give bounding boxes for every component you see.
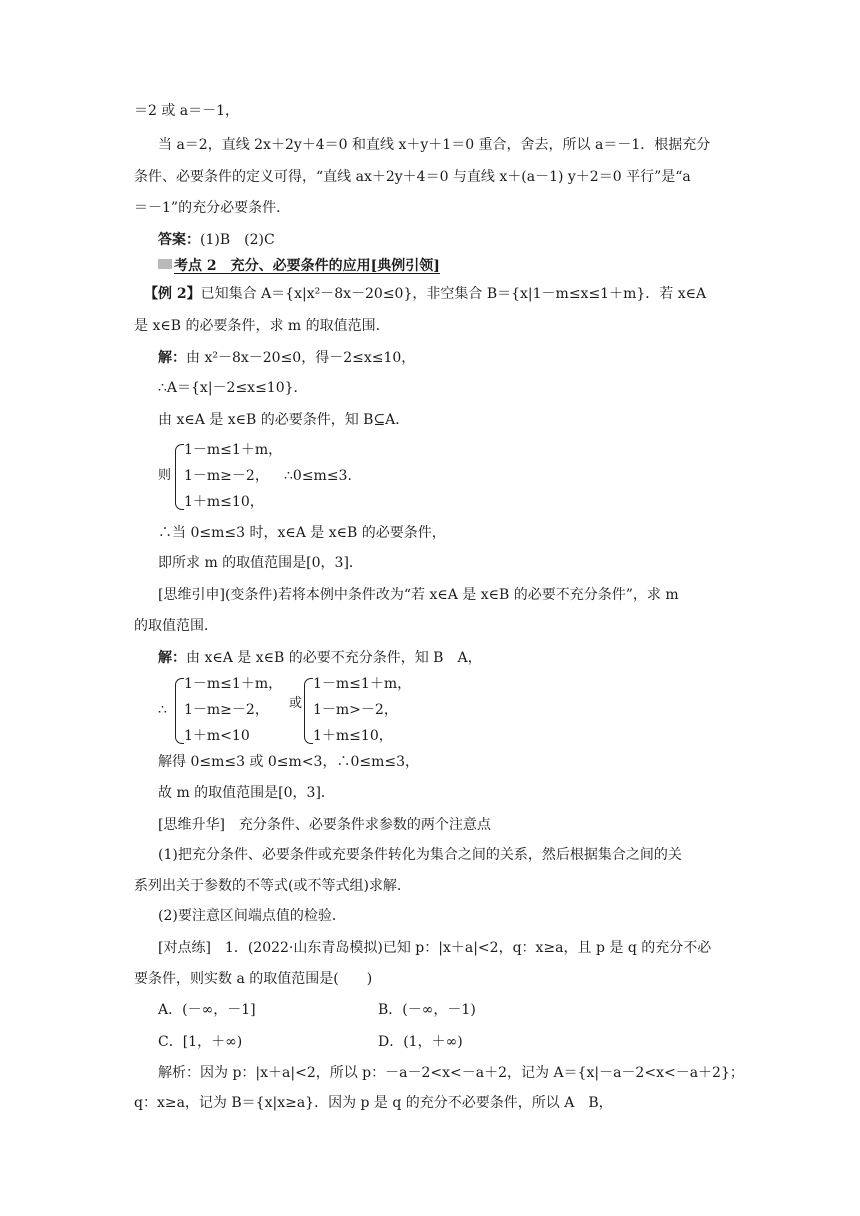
solution-label: 解：: [158, 650, 186, 666]
solution-label: 解：: [158, 350, 186, 366]
text-line: 解得 0≤m≤3 或 0≤m<3，∴0≤m≤3，: [158, 754, 420, 770]
practice-label: [对点练]: [158, 940, 211, 956]
text-line: ∴A＝{x|－2≤x≤10}．: [158, 380, 308, 396]
text-line: 由 x∈A 是 x∈B 的必要条件，知 B⊆A．: [158, 412, 410, 428]
text-line: ＝－1”的充分必要条件．: [134, 200, 291, 216]
text-line: q：x≥a，记为 B＝{x|x≥a}．因为 p 是 q 的充分不必要条件，所以 A B，: [134, 1095, 613, 1111]
text-line: 系列出关于参数的不等式(或不等式组)求解．: [134, 878, 411, 894]
extension-line: [思维引申](变条件)若将本例中条件改为“若 x∈A 是 x∈B 的必要不充分条件”，求 m: [158, 587, 679, 603]
section-marker-icon: [158, 259, 172, 269]
text-line: ＝2 或 a＝－1，: [134, 103, 240, 119]
text-line: 要条件，则实数 a 的取值范围是( ): [134, 971, 373, 987]
summary-heading: [思维升华] 充分条件、必要条件求参数的两个注意点: [158, 817, 491, 833]
example-label: 【例 2】: [144, 286, 201, 302]
text-line: 是 x∈B 的必要条件，求 m 的取值范围．: [134, 318, 390, 334]
option-a: A．(－∞，－1]: [158, 1002, 256, 1018]
example-line: 【例 2】已知集合 A＝{x|x²－8x－20≤0}，非空集合 B＝{x|1－m≤x≤1＋m}．若 x∈A: [144, 286, 707, 302]
answer-line: [158, 230, 275, 250]
text-line: (2)要注意区间端点值的检验．: [158, 908, 346, 924]
analysis-line: 解析：因为 p：|x＋a|<2，所以 p：－a－2<x<－a＋2，记为 A＝{x|－a－2<x<－a＋2}；: [158, 1065, 744, 1081]
summary-label: [思维升华]: [158, 817, 225, 833]
inequality-system: ∴ 1－m≤1＋m， 1－m≥－2， 1＋m<10 或 1－m≤1＋m， 1－m>－2， 1＋m≤10，: [158, 676, 412, 744]
section-heading: 考点 2 充分、必要条件的应用[典例引领]: [158, 256, 440, 276]
option-d: D．(1，＋∞): [378, 1034, 463, 1050]
solution-line: 解：由 x²－8x－20≤0，得－2≤x≤10，: [158, 350, 416, 366]
extension-label: [思维引申]: [158, 587, 225, 603]
text-line: 的取值范围．: [134, 618, 218, 634]
answer-value: (1)B (2)C: [200, 232, 275, 248]
option-c: C．[1，＋∞): [158, 1034, 243, 1050]
text-line: ∴当 0≤m≤3 时，x∈A 是 x∈B 的必要条件，: [158, 525, 446, 541]
analysis-label: 解析：: [158, 1065, 200, 1081]
text-line: (1)把充分条件、必要条件或充要条件转化为集合之间的关系，然后根据集合之间的关: [158, 847, 682, 863]
text-line: 当 a＝2，直线 2x＋2y＋4＝0 和直线 x＋y＋1＝0 重合，舍去，所以 a＝－1．根据充分: [158, 137, 711, 153]
text-line: 条件、必要条件的定义可得，“直线 ax＋2y＋4＝0 与直线 x＋(a－1) y＋2＝0 平行”是“a: [134, 169, 691, 185]
option-b: B．(－∞，－1): [378, 1002, 476, 1018]
text-line: 即所求 m 的取值范围是[0，3]．: [158, 555, 363, 571]
inequality-system: 则 1－m≤1＋m， 1－m≥－2， 1＋m≤10， ∴0≤m≤3.: [158, 442, 352, 510]
answer-label: 答案：: [158, 232, 200, 248]
text-line: 故 m 的取值范围是[0，3]．: [158, 785, 335, 801]
solution-line: 解：由 x∈A 是 x∈B 的必要不充分条件，知 B A，: [158, 650, 482, 666]
practice-line: [对点练] 1．(2022·山东青岛模拟)已知 p：|x＋a|<2，q：x≥a，且 p 是 q 的充分不必: [158, 940, 712, 956]
